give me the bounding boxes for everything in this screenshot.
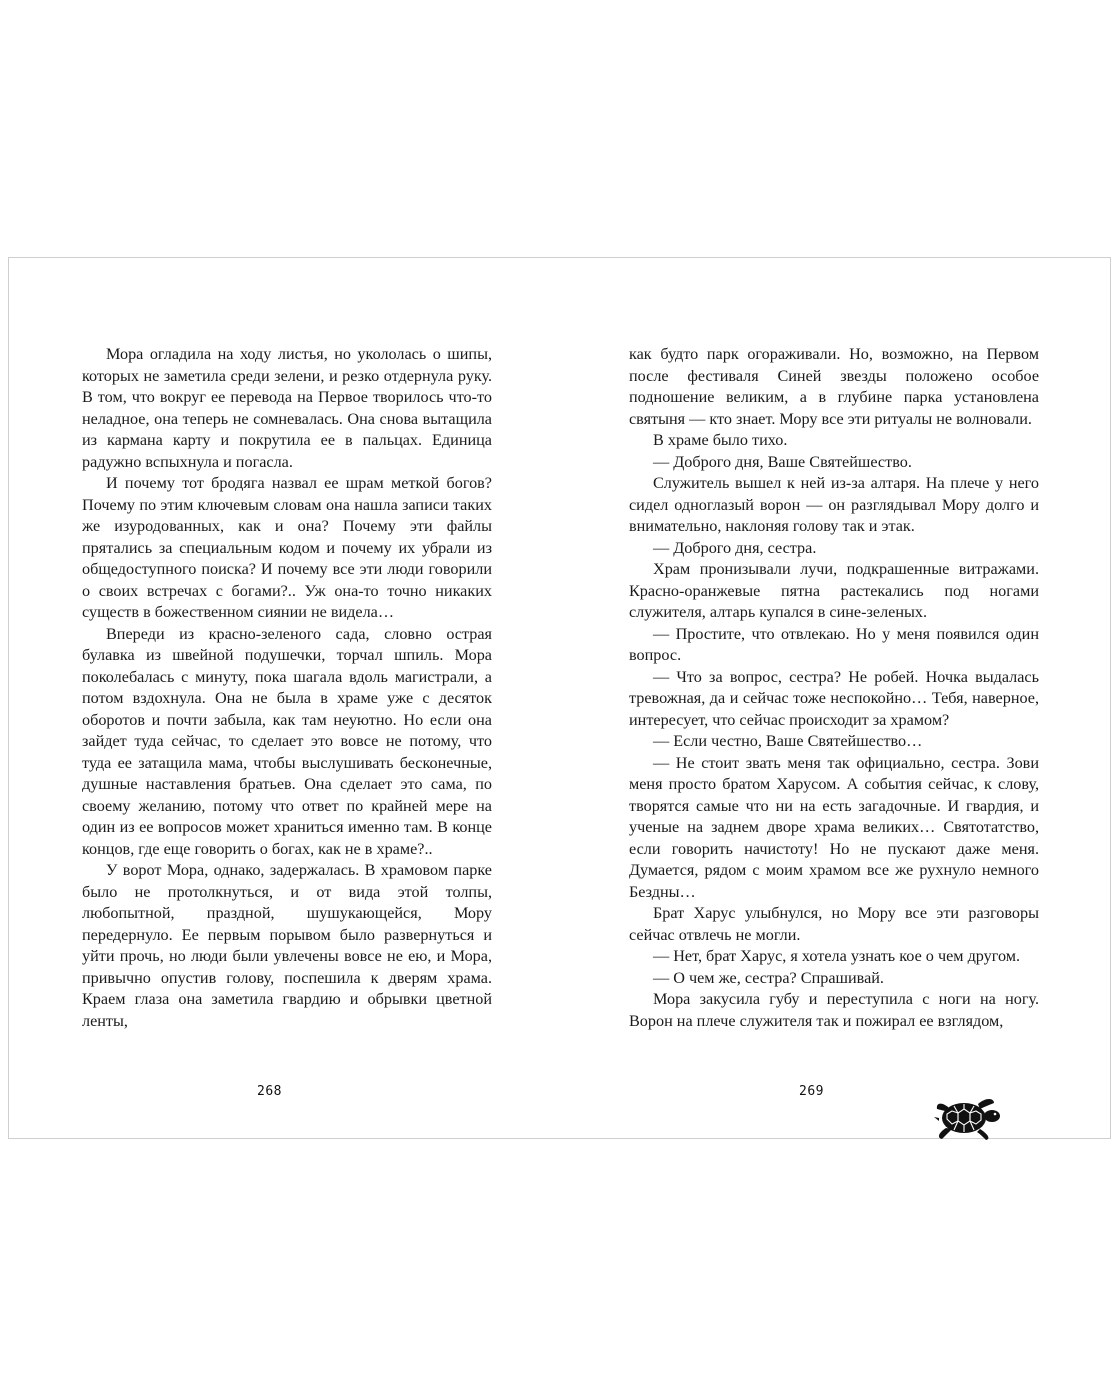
right-paragraph-3: Служитель вышел к ней из-за алтаря. На плече у него сидел одноглазый ворон — он разглядывал Мору долго и внимательно, наклоняя голову так и этак.: [629, 474, 1039, 535]
right-paragraph-9: — Не стоит звать меня так официально, сестра. Зови меня просто братом Харусом. А события сейчас, к слову, творятся самые что ни на есть загадочные. И гвардия, и ученые на заднем дворе храма великих… Святотатство, если говорить начистоту! Но не пускают даже меня. Думается, рядом с моим храмом все же рухнуло немного Бездны…: [629, 753, 1039, 901]
right-lead-paragraph: как будто парк огораживали. Но, возможно, на Первом после фестиваля Синей звезды положено особое подношение великим, а в глубине парка установлена святыня — кто знает. Мору все эти ритуалы не волновали.: [629, 345, 1039, 428]
right-paragraph-7: — Что за вопрос, сестра? Не робей. Ночка выдалась тревожная, да и сейчас тоже неспокойно… Тебя, наверное, интересует, что сейчас происходит за храмом?: [629, 667, 1039, 729]
left-paragraph-2: И почему тот бродяга назвал ее шрам меткой богов? Почему по этим ключевым словам она нашла записи таких же изуродованных, как и она? Почему эти файлы прятались за специальным кодом и почему их убрали из общедоступного поиска? И почему все эти люди говорили о своих встречах с богами?.. Уж она-то точно никаких существ в божественном сиянии не видела…: [82, 474, 492, 621]
right-paragraph-4: — Доброго дня, сестра.: [653, 538, 817, 557]
page-number-left: 268: [257, 1084, 282, 1099]
turtle-icon: [934, 1095, 1002, 1141]
right-paragraph-10: Брат Харус улыбнулся, но Мору все эти разговоры сейчас отвлечь не могли.: [629, 904, 1039, 944]
right-paragraph-11: — Нет, брат Харус, я хотела узнать кое о чем другом.: [653, 947, 1021, 965]
right-paragraph-6: — Простите, что отвлекаю. Но у меня появился один вопрос.: [629, 624, 1039, 664]
book-spread: [8, 257, 1111, 1139]
left-paragraph-4: У ворот Мора, однако, задержалась. В храмовом парке было не протолкнуться, и от вида этой толпы, любопытной, праздной, шушукающейся, Мору передернуло. Ее первым порывом было развернуться и уйти прочь, но люди были увлечены вовсе не ею, и Мора, привычно опустив голову, поспешила к дверям храма. Краем глаза она заметила гвардию и обрывки цветной ленты,: [82, 861, 492, 1030]
right-paragraph-1: В храме было тихо.: [653, 431, 788, 449]
right-paragraph-12: — О чем же, сестра? Спрашивай.: [653, 968, 884, 987]
left-paragraph-1: Мора огладила на ходу листья, но укололась о шипы, которых не заметила среди зелени, и резко отдернула руку. В том, что вокруг ее перевода на Первое творилось что-то неладное, она теперь не сомневалась. Она снова вытащила из кармана карту и покрутила ее в пальцах. Единица радужно вспыхнула и погасла.: [82, 345, 492, 471]
page-number-right: 269: [799, 1084, 824, 1099]
right-paragraph-8: — Если честно, Ваше Святейшество…: [653, 732, 923, 750]
right-paragraph-2: — Доброго дня, Ваше Святейшество.: [653, 452, 912, 471]
right-paragraph-13: Мора закусила губу и переступила с ноги на ногу. Ворон на плече служителя так и пожирал ее взглядом,: [629, 990, 1039, 1030]
right-page-text: [629, 344, 1039, 1032]
left-paragraph-3: Впереди из красно-зеленого сада, словно острая булавка из швейной подушечки, торчал шпиль. Мора поколебалась с минуту, пока шагала вдоль магистрали, а потом вздохнула. Она не была в храме уже с десяток оборотов и почти забыла, как там неуютно. Но если она зайдет туда сейчас, то сделает это вовсе не потому, что туда ее затащила мама, чтобы выслушивать бесконечные, душные наставления братьев. Она сделает это сама, по своему желанию, потому что ответ по крайней мере на один из ее вопросов может храниться именно там. В конце концов, где еще говорить о богах, как не в храме?..: [82, 624, 492, 858]
left-page-text: [82, 344, 492, 1032]
right-paragraph-5: Храм пронизывали лучи, подкрашенные витражами. Красно-оранжевые пятна растекались под ногами служителя, алтарь купался в сине-зеленых.: [629, 560, 1039, 621]
